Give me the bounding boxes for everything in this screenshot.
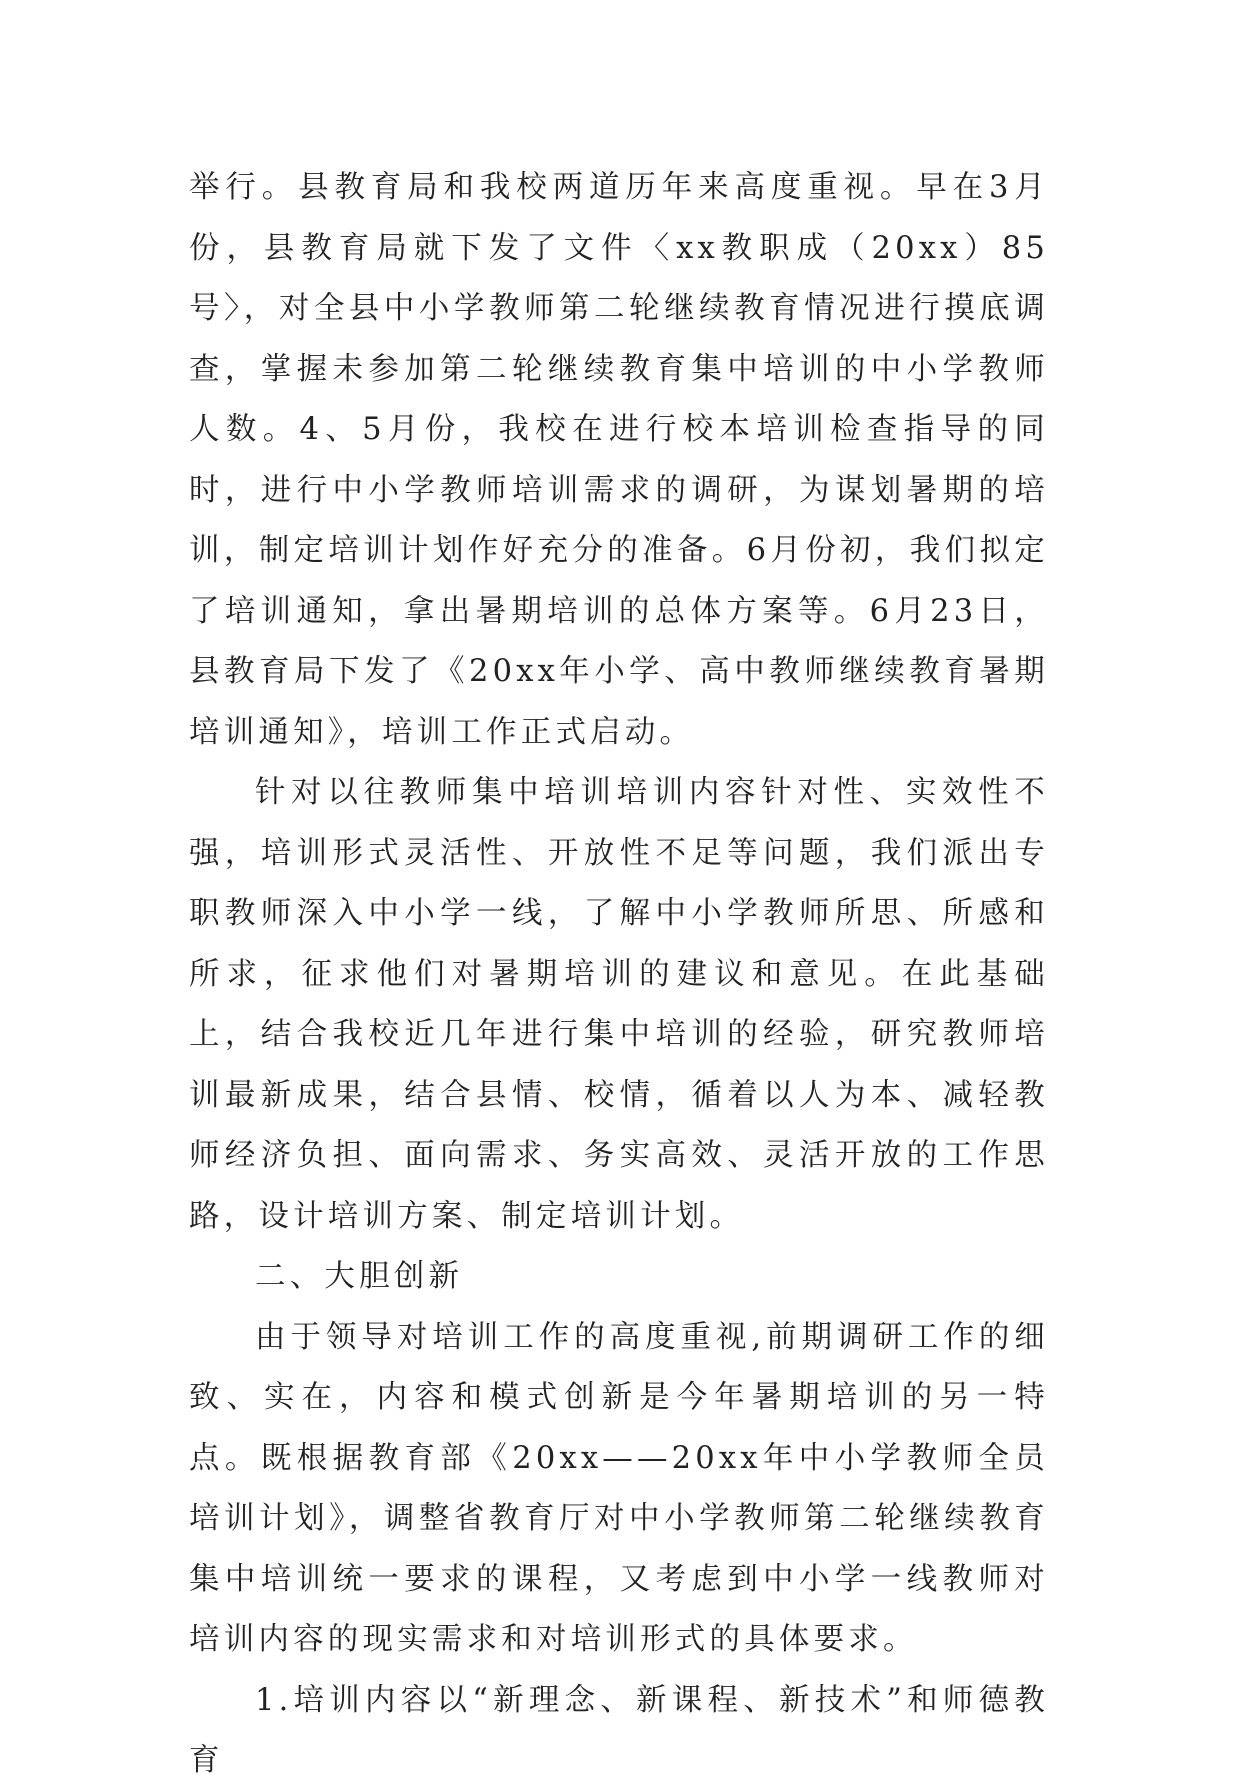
- section-heading-2: 二、大胆创新: [255, 1259, 464, 1294]
- paragraph-3: 由于领导对培训工作的高度重视,前期调研工作的细致、实在，内容和模式创新是今年暑期培训的另一特点。既根据教育部《20xx——20xx年中小学教师全员培训计划》，调整省教育厅对中小学教师第二轮继续教育集中培训统一要求的课程，又考虑到中小学一线教师对培训内容的现实需求和对培训形式的具体要求。: [189, 1319, 1049, 1657]
- paragraph-4: 1.培训内容以“新理念、新课程、新技术”和师德教育: [189, 1682, 1049, 1778]
- paragraph-2: 针对以往教师集中培训培训内容针对性、实效性不强，培训形式灵活性、开放性不足等问题，我们派出专职教师深入中小学一线，了解中小学教师所思、所感和所求，征求他们对暑期培训的建议和意见。在此基础上，结合我校近几年进行集中培训的经验，研究教师培训最新成果，结合县情、校情，循着以人为本、减轻教师经济负担、面向需求、务实高效、灵活开放的工作思路，设计培训方案、制定培训计划。: [189, 775, 1049, 1234]
- paragraph-1: 举行。县教育局和我校两道历年来高度重视。早在3月份，县教育局就下发了文件〈xx教职成（20xx）85号〉，对全县中小学教师第二轮继续教育情况进行摸底调查，掌握未参加第二轮继续教育集中培训的中小学教师人数。4、5月份，我校在进行校本培训检查指导的同时，进行中小学教师培训需求的调研，为谋划暑期的培训，制定培训计划作好充分的准备。6月份初，我们拟定了培训通知，拿出暑期培训的总体方案等。6月23日，县教育局下发了《20xx年小学、高中教师继续教育暑期培训通知》，培训工作正式启动。: [189, 170, 1049, 750]
- document-body: [189, 158, 1049, 1792]
